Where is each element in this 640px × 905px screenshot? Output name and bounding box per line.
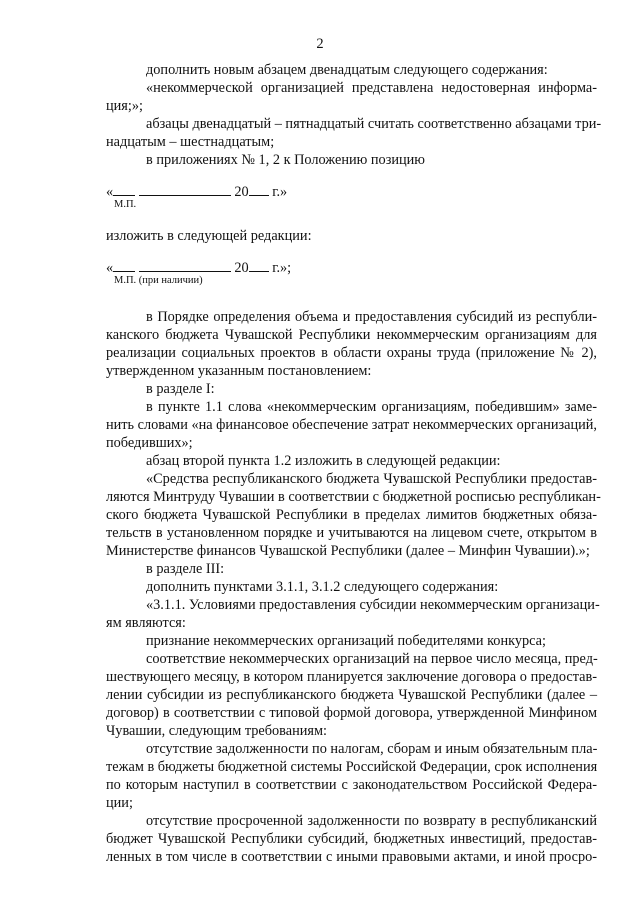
paragraph-line: договор) в соответствии с типовой формой договора, утвержденной Минфином	[106, 705, 597, 721]
year-prefix: 20	[234, 260, 249, 276]
paragraph-line: в разделе I:	[146, 381, 215, 397]
paragraph-line: в пункте 1.1 слова «некоммерческим организациям, победившим» заме-	[146, 399, 597, 415]
paragraph-line: абзацы двенадцатый – пятнадцатый считать соответственно абзацами три-	[146, 116, 602, 132]
paragraph-line: ского бюджета Чувашской Республики в пределах лимитов бюджетных обяза-	[106, 507, 597, 523]
paragraph-line: соответствие некоммерческих организаций на первое число месяца, пред-	[146, 651, 598, 667]
paragraph-line: дополнить пунктами 3.1.1, 3.1.2 следующего содержания:	[146, 579, 499, 595]
year-blank	[249, 258, 269, 272]
paragraph-line: признание некоммерческих организаций победителями конкурса;	[146, 633, 546, 649]
paragraph-line: ции;	[106, 795, 133, 811]
paragraph-line: нить словами «на финансовое обеспечение затрат некоммерческих организаций,	[106, 417, 598, 433]
paragraph-line: «некоммерческой организацией представлена недостоверная информа-	[146, 80, 597, 96]
stamp-label: М.П. (при наличии)	[114, 275, 203, 286]
paragraph-line: победивших»;	[106, 435, 193, 451]
paragraph-line: изложить в следующей редакции:	[106, 228, 312, 244]
paragraph-line: в разделе III:	[146, 561, 225, 577]
day-blank	[113, 258, 135, 272]
page-number: 2	[316, 36, 324, 52]
paragraph-line: тежам в бюджеты бюджетной системы Российской Федерации, срок исполнения	[106, 759, 598, 775]
paragraph-line: Чувашии, следующим требованиям:	[106, 723, 327, 739]
date-open-quote: «	[106, 184, 114, 200]
paragraph-line: отсутствие задолженности по налогам, сборам и иным обязательным пла-	[146, 741, 598, 757]
date-close: г.»	[272, 184, 288, 200]
paragraph-line: ляются Минтруду Чувашии в соответствии с бюджетной росписью республикан-	[106, 489, 601, 505]
paragraph-line: отсутствие просроченной задолженности по возврату в республиканский	[146, 813, 597, 829]
year-prefix: 20	[234, 184, 249, 200]
year-blank	[249, 182, 269, 196]
paragraph-line: тельств в установленном порядке и учитываются на лицевом счете, открытом в	[106, 525, 597, 541]
paragraph-line: ция;»;	[106, 98, 143, 114]
paragraph-line: ленных в том числе в соответствии с иными правовыми актами, и иной просро-	[106, 849, 597, 865]
paragraph-line: в приложениях № 1, 2 к Положению позицию	[146, 152, 425, 168]
paragraph-line: шествующего месяцу, в котором планируется заключение договора о предостав-	[106, 669, 597, 685]
paragraph-line: Министерстве финансов Чувашской Республики (далее – Минфин Чувашии).»;	[106, 543, 590, 559]
paragraph-line: «3.1.1. Условиями предоставления субсидии некоммерческим организаци-	[146, 597, 600, 613]
month-blank	[139, 182, 231, 196]
paragraph-line: абзац второй пункта 1.2 изложить в следующей редакции:	[146, 453, 501, 469]
paragraph-line: утвержденном указанным постановлением:	[106, 363, 372, 379]
month-blank	[139, 258, 231, 272]
date-close: г.»;	[272, 260, 292, 276]
paragraph-line: в Порядке определения объема и предоставления субсидий из республи-	[146, 309, 597, 325]
paragraph-line: реализации социальных проектов в области охраны труда (приложение № 2),	[106, 345, 597, 361]
paragraph-line: канского бюджета Чувашской Республики некоммерческим организациям для	[106, 327, 597, 343]
day-blank	[113, 182, 135, 196]
paragraph-line: ям являются:	[106, 615, 186, 631]
stamp-label: М.П.	[114, 199, 137, 210]
paragraph-line: надцатым – шестнадцатым;	[106, 134, 275, 150]
date-form-line	[106, 182, 597, 201]
paragraph-line: дополнить новым абзацем двенадцатым следующего содержания:	[146, 62, 548, 78]
date-open-quote: «	[106, 260, 114, 276]
paragraph-line: «Средства республиканского бюджета Чувашской Республики предостав-	[146, 471, 597, 487]
paragraph-line: по которым наступил в соответствии с законодательством Российской Федера-	[106, 777, 597, 793]
paragraph-line: лении субсидии из республиканского бюджета Чувашской Республики (далее –	[106, 687, 597, 703]
paragraph-line: бюджет Чувашской Республики субсидий, бюджетных инвестиций, предостав-	[106, 831, 597, 847]
